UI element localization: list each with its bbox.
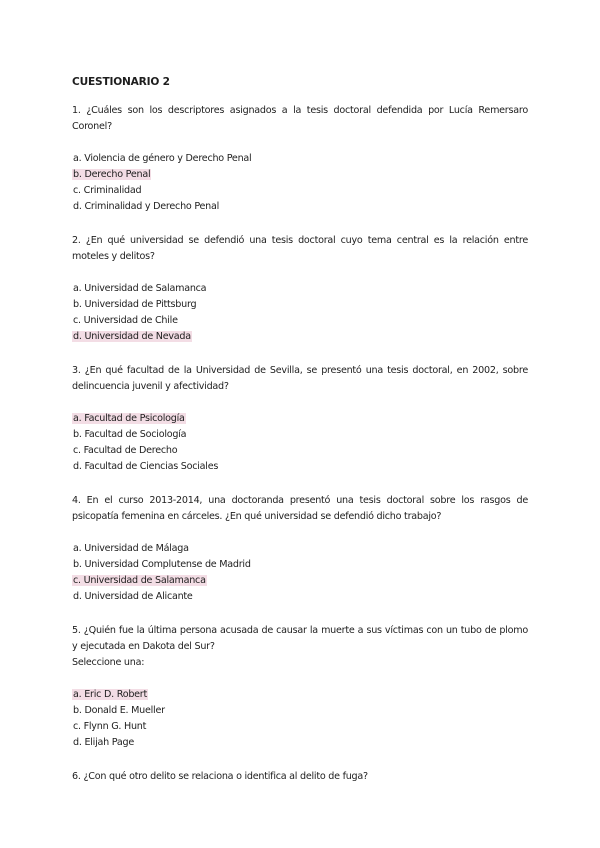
answer-option: [72, 735, 528, 751]
option-label: a. Universidad de Salamanca: [73, 283, 207, 294]
highlighted-option: [72, 573, 528, 589]
question-6: [72, 769, 528, 785]
document-title: CUESTIONARIO 2: [72, 76, 170, 88]
option-label: d. Universidad de Nevada: [73, 331, 191, 342]
option-list: [72, 151, 528, 215]
highlighted-option: [72, 167, 528, 183]
option-list: [72, 687, 528, 751]
option-label: d. Criminalidad y Derecho Penal: [73, 201, 220, 212]
answer-option: [72, 199, 528, 215]
option-label: c. Flynn G. Hunt: [73, 721, 147, 732]
option-label: c. Facultad de Derecho: [73, 445, 178, 456]
option-label: a. Facultad de Psicología: [73, 413, 185, 424]
option-label: c. Universidad de Salamanca: [73, 575, 206, 586]
question-text: 2. ¿En qué universidad se defendió una tesis doctoral cuyo tema central es la relación entre moteles y delitos?: [72, 235, 528, 262]
question-instruction: Seleccione una:: [72, 657, 145, 668]
option-list: [72, 281, 528, 345]
question-1: [72, 103, 528, 215]
answer-option: [72, 589, 528, 605]
option-label: b. Universidad Complutense de Madrid: [73, 559, 251, 570]
option-label: a. Eric D. Robert: [73, 689, 148, 700]
option-label: a. Violencia de género y Derecho Penal: [73, 153, 252, 164]
answer-option: [72, 151, 528, 167]
document-body: [72, 74, 528, 803]
answer-option: [72, 557, 528, 573]
option-label: b. Derecho Penal: [73, 169, 151, 180]
answer-option: [72, 703, 528, 719]
answer-option: [72, 459, 528, 475]
option-label: a. Universidad de Málaga: [73, 543, 189, 554]
option-label: b. Universidad de Pittsburg: [73, 299, 197, 310]
question-4: [72, 493, 528, 605]
option-label: d. Elijah Page: [73, 737, 134, 748]
answer-option: [72, 281, 528, 297]
answer-option: [72, 297, 528, 313]
highlighted-option: [72, 687, 528, 703]
answer-option: [72, 443, 528, 459]
highlighted-option: [72, 329, 528, 345]
question-3: [72, 363, 528, 475]
question-2: [72, 233, 528, 345]
answer-option: [72, 719, 528, 735]
option-label: d. Facultad de Ciencias Sociales: [73, 461, 219, 472]
option-list: [72, 411, 528, 475]
question-5: [72, 623, 528, 751]
question-text: 6. ¿Con qué otro delito se relaciona o identifica al delito de fuga?: [72, 771, 368, 782]
question-text: 4. En el curso 2013-2014, una doctoranda presentó una tesis doctoral sobre los rasgos de psicopatía femenina en cárceles. ¿En qué universidad se defendió dicho trabajo?: [72, 495, 528, 522]
answer-option: [72, 183, 528, 199]
question-text: 5. ¿Quién fue la última persona acusada de causar la muerte a sus víctimas con un tubo de plomo y ejecutada en Dakota del Sur?: [72, 625, 528, 652]
answer-option: [72, 313, 528, 329]
highlighted-option: [72, 411, 528, 427]
option-label: b. Facultad de Sociología: [73, 429, 187, 440]
question-text: 1. ¿Cuáles son los descriptores asignados a la tesis doctoral defendida por Lucía Remersaro Coronel?: [72, 105, 528, 132]
answer-option: [72, 427, 528, 443]
option-list: [72, 541, 528, 605]
question-list: [72, 103, 528, 785]
option-label: c. Criminalidad: [73, 185, 142, 196]
option-label: d. Universidad de Alicante: [73, 591, 193, 602]
option-label: c. Universidad de Chile: [73, 315, 178, 326]
answer-option: [72, 541, 528, 557]
option-label: b. Donald E. Mueller: [73, 705, 165, 716]
question-text: 3. ¿En qué facultad de la Universidad de Sevilla, se presentó una tesis doctoral, en 2002, sobre delincuencia juvenil y afectividad?: [72, 365, 528, 392]
